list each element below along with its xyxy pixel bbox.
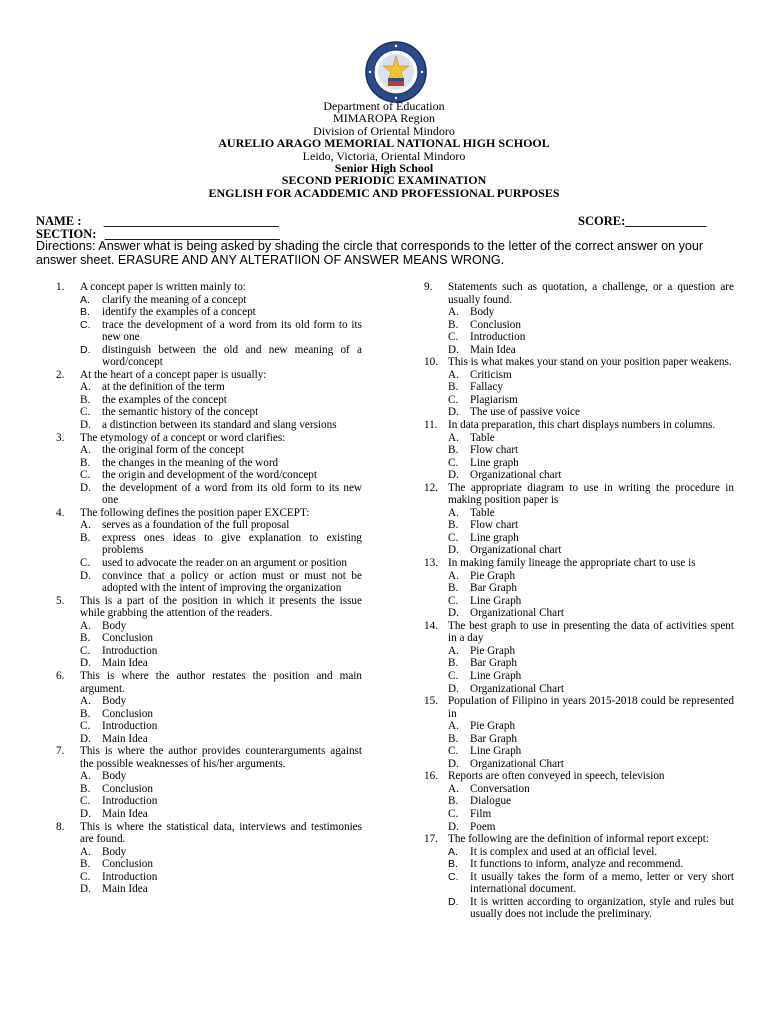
answer-option bbox=[56, 808, 362, 821]
question-text: In making family lineage the appropriate chart to use is bbox=[448, 557, 696, 570]
option-letter: A. bbox=[80, 293, 90, 306]
section-line[interactable]: ____________________________ bbox=[104, 227, 280, 241]
option-text: Bar Graph bbox=[470, 732, 517, 745]
option-text: the original form of the concept bbox=[102, 444, 244, 457]
subject-title: ENGLISH FOR ACADDEMIC AND PROFESSIONAL PURPOSES bbox=[208, 185, 560, 200]
option-text: Line Graph bbox=[470, 594, 522, 607]
question-number: 4. bbox=[56, 506, 65, 519]
option-text: distinguish between the old and new meaning of a word/concept bbox=[102, 343, 362, 369]
question-item bbox=[424, 833, 734, 846]
option-letter: A. bbox=[448, 431, 459, 444]
division-line: Division of Oriental Mindoro bbox=[313, 123, 455, 138]
answer-option bbox=[56, 294, 362, 307]
option-text: Line Graph bbox=[470, 745, 522, 758]
question-item bbox=[56, 595, 362, 620]
option-letter: C. bbox=[448, 745, 459, 758]
option-text: Pie Graph bbox=[470, 720, 516, 733]
question-number: 3. bbox=[56, 431, 65, 444]
option-text: Main Idea bbox=[102, 732, 148, 745]
question-text: This is what makes your stand on your position paper weakens. bbox=[448, 356, 732, 369]
question-number: 5. bbox=[56, 594, 65, 607]
answer-option bbox=[424, 871, 734, 896]
question-number: 8. bbox=[56, 820, 65, 833]
answer-option bbox=[424, 595, 734, 608]
answer-option bbox=[424, 607, 734, 620]
option-text: Main Idea bbox=[102, 657, 148, 670]
answer-option bbox=[424, 394, 734, 407]
option-text: Table bbox=[470, 431, 495, 444]
answer-option bbox=[424, 858, 734, 871]
option-letter: A. bbox=[448, 845, 458, 858]
answer-option bbox=[56, 871, 362, 884]
option-letter: D. bbox=[80, 343, 91, 356]
option-letter: A. bbox=[448, 782, 459, 795]
option-letter: D. bbox=[448, 757, 459, 770]
option-text: Conclusion bbox=[102, 858, 153, 871]
option-text: Bar Graph bbox=[470, 582, 517, 595]
answer-option bbox=[424, 331, 734, 344]
answer-option bbox=[424, 306, 734, 319]
answer-option bbox=[424, 469, 734, 482]
option-text: Introduction bbox=[102, 795, 158, 808]
option-text: the development of a word from its old form to its new one bbox=[102, 481, 362, 507]
option-letter: A. bbox=[448, 506, 459, 519]
option-letter: D. bbox=[80, 807, 91, 820]
answer-option bbox=[424, 657, 734, 670]
school-address: Leido, Victoria, Oriental Mindoro bbox=[302, 148, 466, 163]
answer-option bbox=[56, 883, 362, 896]
option-text: Organizational Chart bbox=[470, 607, 564, 620]
option-letter: D. bbox=[80, 569, 91, 582]
option-letter: C. bbox=[80, 469, 91, 482]
option-letter: C. bbox=[80, 318, 91, 331]
option-text: Organizational Chart bbox=[470, 682, 564, 695]
option-text: Conclusion bbox=[470, 318, 521, 331]
question-number: 2. bbox=[56, 368, 65, 381]
option-letter: B. bbox=[448, 795, 459, 808]
option-letter: B. bbox=[80, 858, 91, 871]
question-number: 12. bbox=[424, 481, 438, 494]
option-text: Plagiarism bbox=[470, 393, 518, 406]
question-item bbox=[56, 432, 362, 445]
answer-option bbox=[424, 683, 734, 696]
option-letter: D. bbox=[80, 481, 91, 494]
option-text: Body bbox=[102, 619, 127, 632]
question-number: 7. bbox=[56, 745, 65, 758]
answer-option bbox=[424, 344, 734, 357]
question-item bbox=[56, 821, 362, 846]
option-text: used to advocate the reader on an argument or position bbox=[102, 557, 347, 570]
answer-option bbox=[56, 306, 362, 319]
option-text: Criticism bbox=[470, 368, 512, 381]
answer-option bbox=[424, 432, 734, 445]
option-text: Film bbox=[470, 807, 492, 820]
answer-option bbox=[424, 444, 734, 457]
option-text: the examples of the concept bbox=[102, 393, 227, 406]
question-number: 6. bbox=[56, 669, 65, 682]
option-letter: B. bbox=[80, 306, 90, 319]
answer-option bbox=[56, 344, 362, 369]
answer-option bbox=[56, 381, 362, 394]
option-letter: B. bbox=[448, 519, 459, 532]
question-text: The appropriate diagram to use in writing the procedure in making position paper is bbox=[448, 481, 734, 507]
option-letter: C. bbox=[448, 456, 459, 469]
region-line: MIMAROPA Region bbox=[333, 111, 435, 126]
option-text: Organizational chart bbox=[470, 469, 562, 482]
option-letter: A. bbox=[448, 720, 459, 733]
option-letter: C. bbox=[448, 393, 459, 406]
option-letter: B. bbox=[448, 444, 459, 457]
answer-option bbox=[56, 632, 362, 645]
option-letter: A. bbox=[80, 444, 91, 457]
option-text: It is written according to organization, style and rules but usually does not include the preliminary. bbox=[470, 895, 734, 921]
option-letter: B. bbox=[448, 732, 459, 745]
directions: Directions: Answer what is being asked by shading the circle that corresponds to the letter of the correct answer on your answer sheet. ERASURE AND ANY ALTERATIION OF ANSWER MEANS WRONG. bbox=[36, 239, 704, 267]
question-text: This is where the author provides counterarguments against the possible weaknesses of his/her arguments. bbox=[80, 745, 362, 770]
question-text: The following defines the position paper EXCEPT: bbox=[80, 506, 310, 519]
question-text: This is where the statistical data, interviews and testimonies are found. bbox=[80, 820, 362, 846]
option-letter: A. bbox=[448, 644, 459, 657]
question-item bbox=[424, 620, 734, 645]
answer-option bbox=[424, 846, 734, 859]
option-letter: C. bbox=[80, 720, 91, 733]
answer-option bbox=[56, 858, 362, 871]
score-label: SCORE: bbox=[578, 214, 626, 228]
answer-option bbox=[56, 657, 362, 670]
answer-option bbox=[56, 469, 362, 482]
school-level: Senior High School bbox=[334, 161, 434, 176]
option-text: Introduction bbox=[102, 870, 158, 883]
option-text: Line graph bbox=[470, 531, 519, 544]
answer-option bbox=[424, 544, 734, 557]
answer-option bbox=[424, 507, 734, 520]
question-text: Reports are often conveyed in speech, television bbox=[448, 770, 665, 783]
answer-option bbox=[424, 406, 734, 419]
option-letter: D. bbox=[448, 820, 459, 833]
option-letter: D. bbox=[448, 343, 459, 356]
question-item bbox=[424, 419, 734, 432]
option-text: Organizational chart bbox=[470, 544, 562, 557]
answer-option bbox=[56, 570, 362, 595]
option-text: serves as a foundation of the full proposal bbox=[102, 519, 290, 532]
questions-left-column bbox=[56, 281, 362, 896]
answer-option bbox=[56, 733, 362, 746]
option-letter: A. bbox=[80, 519, 91, 532]
question-text: A concept paper is written mainly to: bbox=[80, 281, 246, 293]
option-text: Pie Graph bbox=[470, 644, 516, 657]
answer-option bbox=[424, 582, 734, 595]
question-item bbox=[424, 356, 734, 369]
answer-option bbox=[56, 532, 362, 557]
option-text: Body bbox=[102, 770, 127, 783]
option-letter: B. bbox=[80, 456, 91, 469]
option-letter: B. bbox=[80, 632, 91, 645]
answer-option bbox=[424, 670, 734, 683]
option-text: Body bbox=[470, 306, 495, 319]
option-text: Line graph bbox=[470, 456, 519, 469]
option-letter: C. bbox=[80, 406, 91, 419]
question-item bbox=[424, 695, 734, 720]
option-letter: B. bbox=[448, 657, 459, 670]
name-line[interactable]: ____________________________ bbox=[103, 214, 279, 228]
question-number: 1. bbox=[56, 281, 65, 293]
score-line[interactable]: _____________ bbox=[625, 214, 707, 228]
answer-option bbox=[424, 457, 734, 470]
option-letter: D. bbox=[448, 544, 459, 557]
option-letter: C. bbox=[448, 331, 459, 344]
answer-option bbox=[56, 708, 362, 721]
question-item bbox=[56, 670, 362, 695]
answer-option bbox=[424, 783, 734, 796]
answer-option bbox=[424, 369, 734, 382]
option-letter: B. bbox=[80, 707, 91, 720]
option-text: Poem bbox=[470, 820, 496, 833]
question-item bbox=[56, 745, 362, 770]
answer-option bbox=[56, 770, 362, 783]
option-text: Organizational Chart bbox=[470, 757, 564, 770]
question-text: In data preparation, this chart displays numbers in columns. bbox=[448, 419, 716, 432]
question-text: The best graph to use in presenting the data of activities spent in a day bbox=[448, 619, 734, 645]
option-letter: A. bbox=[448, 569, 459, 582]
answer-option bbox=[56, 406, 362, 419]
answer-option bbox=[56, 620, 362, 633]
question-text: This is a part of the position in which it presents the issue while grabbing the attention of the readers. bbox=[80, 594, 362, 620]
question-item bbox=[424, 281, 734, 306]
option-text: Main Idea bbox=[102, 807, 148, 820]
answer-option bbox=[56, 519, 362, 532]
option-text: Conclusion bbox=[102, 707, 153, 720]
option-text: the origin and development of the word/concept bbox=[102, 469, 317, 482]
question-item bbox=[56, 369, 362, 382]
option-letter: B. bbox=[448, 582, 459, 595]
option-text: Line Graph bbox=[470, 669, 522, 682]
answer-option bbox=[424, 570, 734, 583]
option-letter: D. bbox=[80, 419, 91, 432]
answer-option bbox=[56, 557, 362, 570]
option-letter: C. bbox=[448, 807, 459, 820]
question-number: 13. bbox=[424, 557, 438, 570]
exam-title: SECOND PERIODIC EXAMINATION bbox=[281, 173, 487, 188]
option-letter: A. bbox=[448, 368, 459, 381]
question-text: Population of Filipino in years 2015-2018 could be represented in bbox=[448, 695, 734, 720]
answer-option bbox=[56, 419, 362, 432]
option-text: express ones ideas to give explanation to existing problems bbox=[102, 531, 362, 557]
option-letter: C. bbox=[448, 531, 459, 544]
option-letter: D. bbox=[448, 895, 459, 908]
question-number: 9. bbox=[424, 281, 433, 293]
question-number: 10. bbox=[424, 356, 438, 369]
question-number: 14. bbox=[424, 619, 438, 632]
option-letter: C. bbox=[448, 594, 459, 607]
answer-option bbox=[424, 795, 734, 808]
option-text: Conclusion bbox=[102, 782, 153, 795]
option-text: Flow chart bbox=[470, 519, 519, 532]
answer-option bbox=[424, 381, 734, 394]
option-text: Bar Graph bbox=[470, 657, 517, 670]
question-number: 17. bbox=[424, 833, 438, 846]
question-text: At the heart of a concept paper is usually: bbox=[80, 368, 267, 381]
option-letter: D. bbox=[448, 607, 459, 620]
option-text: trace the development of a word from its old form to its new one bbox=[102, 318, 362, 344]
option-letter: D. bbox=[448, 469, 459, 482]
answer-option bbox=[424, 896, 734, 921]
question-text: Statements such as quotation, a challenge, or a question are usually found. bbox=[448, 281, 734, 306]
option-letter: D. bbox=[80, 657, 91, 670]
question-text: This is where the author restates the position and main argument. bbox=[80, 669, 362, 695]
option-text: Body bbox=[102, 695, 127, 708]
option-letter: D. bbox=[80, 883, 91, 896]
name-label: NAME : bbox=[36, 214, 82, 228]
option-letter: C. bbox=[80, 644, 91, 657]
option-text: Conclusion bbox=[102, 632, 153, 645]
answer-option bbox=[424, 319, 734, 332]
option-letter: A. bbox=[80, 770, 91, 783]
option-text: the semantic history of the concept bbox=[102, 406, 259, 419]
section-label: SECTION: bbox=[36, 227, 97, 241]
question-number: 16. bbox=[424, 770, 438, 783]
answer-option bbox=[56, 783, 362, 796]
option-text: It usually takes the form of a memo, letter or very short international document. bbox=[470, 870, 734, 896]
option-letter: A. bbox=[80, 619, 91, 632]
option-text: It functions to inform, analyze and recommend. bbox=[470, 858, 684, 871]
name-score-row bbox=[36, 214, 716, 227]
answer-option bbox=[424, 519, 734, 532]
answer-option bbox=[424, 758, 734, 771]
answer-option bbox=[424, 645, 734, 658]
option-text: Pie Graph bbox=[470, 569, 516, 582]
option-letter: A. bbox=[448, 306, 459, 319]
option-letter: A. bbox=[80, 845, 91, 858]
option-letter: D. bbox=[448, 682, 459, 695]
option-letter: D. bbox=[448, 406, 459, 419]
school-name: AURELIO ARAGO MEMORIAL NATIONAL HIGH SCHOOL bbox=[218, 136, 550, 151]
question-text: The etymology of a concept or word clarifies: bbox=[80, 431, 286, 444]
option-letter: B. bbox=[80, 531, 91, 544]
score-field bbox=[578, 214, 706, 229]
answer-option bbox=[424, 532, 734, 545]
option-letter: D. bbox=[80, 732, 91, 745]
option-text: Table bbox=[470, 506, 495, 519]
option-letter: C. bbox=[80, 557, 91, 570]
option-letter: B. bbox=[448, 858, 458, 871]
option-text: Introduction bbox=[470, 331, 526, 344]
option-text: Dialogue bbox=[470, 795, 512, 808]
question-item bbox=[56, 281, 362, 294]
answer-option bbox=[56, 444, 362, 457]
answer-option bbox=[56, 394, 362, 407]
question-item bbox=[424, 557, 734, 570]
option-text: clarify the meaning of a concept bbox=[102, 293, 247, 306]
option-text: Body bbox=[102, 845, 127, 858]
question-item bbox=[424, 770, 734, 783]
option-text: convince that a policy or action must or must not be adopted with the intent of improving the organization bbox=[102, 569, 362, 595]
answer-option bbox=[56, 720, 362, 733]
option-text: Fallacy bbox=[470, 381, 503, 394]
department-line: Department of Education bbox=[323, 99, 445, 113]
option-text: Introduction bbox=[102, 644, 158, 657]
question-item bbox=[424, 482, 734, 507]
answer-option bbox=[56, 695, 362, 708]
exam-header bbox=[0, 100, 768, 199]
answer-option bbox=[56, 846, 362, 859]
question-text: The following are the definition of informal report except: bbox=[448, 833, 709, 846]
option-letter: B. bbox=[80, 393, 91, 406]
answer-option bbox=[424, 745, 734, 758]
option-text: identify the examples of a concept bbox=[102, 306, 256, 319]
option-text: The use of passive voice bbox=[470, 406, 580, 419]
answer-option bbox=[424, 733, 734, 746]
answer-option bbox=[56, 795, 362, 808]
option-text: Conversation bbox=[470, 782, 530, 795]
option-letter: C. bbox=[448, 870, 459, 883]
answer-option bbox=[424, 808, 734, 821]
option-text: Main Idea bbox=[470, 343, 516, 356]
questions-right-column bbox=[424, 281, 734, 921]
option-letter: C. bbox=[80, 795, 91, 808]
option-letter: C. bbox=[448, 669, 459, 682]
option-text: Flow chart bbox=[470, 444, 519, 457]
answer-option bbox=[56, 645, 362, 658]
option-letter: B. bbox=[448, 381, 459, 394]
option-letter: B. bbox=[448, 318, 459, 331]
option-text: Introduction bbox=[102, 720, 158, 733]
option-letter: A. bbox=[80, 695, 91, 708]
option-letter: C. bbox=[80, 870, 91, 883]
answer-option bbox=[56, 457, 362, 470]
deped-seal-icon bbox=[364, 40, 428, 104]
option-text: a distinction between its standard and slang versions bbox=[102, 419, 337, 432]
answer-option bbox=[56, 319, 362, 344]
option-text: Main Idea bbox=[102, 883, 148, 896]
question-number: 15. bbox=[424, 695, 438, 708]
question-item bbox=[56, 507, 362, 520]
answer-option bbox=[424, 720, 734, 733]
option-text: at the definition of the term bbox=[102, 381, 225, 394]
answer-option bbox=[424, 821, 734, 834]
option-text: It is complex and used at an official level. bbox=[470, 845, 658, 858]
option-text: the changes in the meaning of the word bbox=[102, 456, 279, 469]
option-letter: A. bbox=[80, 381, 91, 394]
option-letter: B. bbox=[80, 782, 91, 795]
answer-option bbox=[56, 482, 362, 507]
question-number: 11. bbox=[424, 419, 438, 432]
